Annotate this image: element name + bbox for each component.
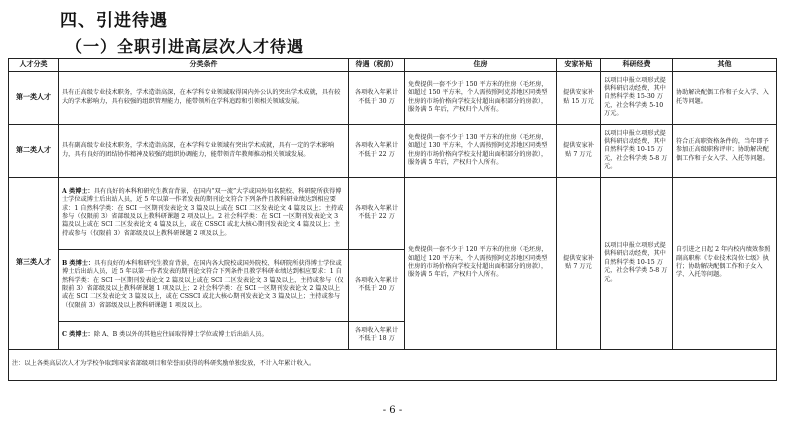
page-number: - 6 - [382,405,403,416]
housing: 免费提供一套不少于 130 平方米的住房（毛坯房，如超过 130 平方米，个人需按照阿克苏地区同类型住房的市场价格向学校支付超出面积部分的房款），服务满 5 年后，产权归个人所有。 [405,124,557,177]
header-housing: 住房 [405,58,557,71]
settlement-allowance: 提供安家补贴 15 万元 [557,71,601,124]
other-benefits: 自引进之日起 2 年内校内绩效参照副高职称《专业技术岗位七级》执行；协助解决配偶工作和子女入学、入托等问题。 [673,177,777,349]
talent-category: 第三类人才 [9,177,59,349]
other-benefits: 协助解决配偶工作和子女入学、入托等问题。 [673,71,777,124]
sub-label: A 类博士： [62,187,94,195]
talent-category: 第一类人才 [9,71,59,124]
table-header-row [9,58,777,71]
research-funds: 以项目申报立项形式提供科研启动经费，其中自然科学类 10-15 万元，社会科学类 5-8 万元。 [601,124,673,177]
salary: 各项收入年累计不低于 18 万 [349,321,405,349]
section-title: 四、引进待遇 [60,11,168,31]
salary: 各项收入年累计不低于 22 万 [349,177,405,249]
research-funds: 以项目申报立项形式提供科研启动经费，其中自然科学类 10-15 万元，社会科学类 5-8 万元。 [601,177,673,349]
housing: 免费提供一套不少于 120 平方米的住房（毛坯房，如超过 120 平方米，个人需按照阿克苏地区同类型住房的市场价格向学校支付超出面积部分的房款），服务满 5 年后，产权归个人所有。 [405,177,557,349]
sub-label: B 类博士： [62,259,95,267]
header-research-funds: 科研经费 [601,58,673,71]
header-conditions: 分类条件 [59,58,349,71]
header-talent-category: 人才分类 [9,58,59,71]
conditions-c [59,321,349,349]
conditions-a [59,177,349,249]
other-benefits: 符合正高职资格条件的，当年即予参加正高级职称评审；协助解决配偶工作和子女入学、入托等问题。 [673,124,777,177]
settlement-allowance: 提供安家补贴 7 万元 [557,124,601,177]
table-row [9,349,777,380]
table-row [9,71,777,124]
header-other: 其他 [673,58,777,71]
sub-text: 具有良好的本科和研究生教育背景，在国内“双一流”大学或国外知名院校、科研院所获得博士学位或博士后出站人员，近 5 年以第一作者发表的期刊论文符合下列条件且教科研业绩达到相应要求：1 自然科学类：在 SCI 一区期刊发表论文 3 篇及以上或在 SCI 二区发表论文 4 篇及以上；主持或参与（仅限前 3）省部级及以上教科研课题 2 项及以上。2 社会科学类：在 SCI 一区期刊发表论文 3 篇及以上或在 SCI 二区发表论文 4 篇及以上，或在 CSSCI 或北大核心期刊发表论文 4 篇及以上；主持或参与（仅限前 3）省部级及以上教科研课题 2 项及以上。 [62,187,344,237]
table-note: 注：以上各类高层次人才为学校争取到国家省部级项目和荣誉而获得的科研奖励单独发放，不计入年累计收入。 [9,349,777,380]
settlement-allowance: 提供安家补贴 7 万元 [557,177,601,349]
talent-category: 第二类人才 [9,124,59,177]
sub-text: 具有良好的本科和研究生教育背景，在国内各大院校或国外院校、科研院所获得博士学位或博士后出站人员，近 5 年以第一作者发表的期刊论文符合下列条件且教学科研业绩达到相应要求：1 自然科学类：在 SCI 一区期刊发表论文 2 篇及以上或在 SCI 二区发表论文 3 篇及以上，主持或参与（仅限前 3）省部级及以上教科研课题 1 项及以上；2 社会科学类：在 SCI 一区期刊发表论文 2 篇及以上或在 SCI 二区发表论文 3 篇及以上，或在 CSSCI 或北大核心期刊发表论文 3 篇及以上；主持或参与（仅限前 3）省部级及以上教科研课题 1 项及以上。 [62,259,344,309]
salary: 各项收入年累计不低于 30 万 [349,71,405,124]
table-row [9,124,777,177]
salary: 各项收入年累计不低于 20 万 [349,249,405,321]
sub-label: C 类博士： [62,330,94,338]
salary: 各项收入年累计不低于 22 万 [349,124,405,177]
housing: 免费提供一套不少于 150 平方米的住房（毛坯房，如超过 150 平方米，个人需按照阿克苏地区同类型住房的市场价格向学校支付超出面积部分的房款），服务满 5 年后，产权归个人所有。 [405,71,557,124]
conditions: 具有副高级专业技术职务，学术造诣高深，在本学科专业领域有突出学术成就，具有一定的学术影响力，具有良好的团结协作精神及较强的组织协调能力，能带领青年教师推动相关领域发展。 [59,124,349,177]
research-funds: 以项目申报立项形式提供科研启动经费，其中自然科学类 15-30 万元，社会科学类 5-10 万元。 [601,71,673,124]
header-salary: 待遇（税前） [349,58,405,71]
conditions: 具有正高级专业技术职务，学术造诣高深，在本学科专业领域取得国内外公认的突出学术成就，具有较大的学术影响力，具有较强的组织管理能力，能带领所在学科追踪和引领相关领域发展。 [59,71,349,124]
sub-text: 除 A、B 类以外的其他应往届取得博士学位或博士后出站人员。 [93,330,268,338]
conditions-b [59,249,349,321]
table-row [9,177,777,249]
subsection-title: （一）全职引进高层次人才待遇 [66,37,305,56]
header-settlement: 安家补贴 [557,58,601,71]
talent-benefits-table [8,58,777,381]
